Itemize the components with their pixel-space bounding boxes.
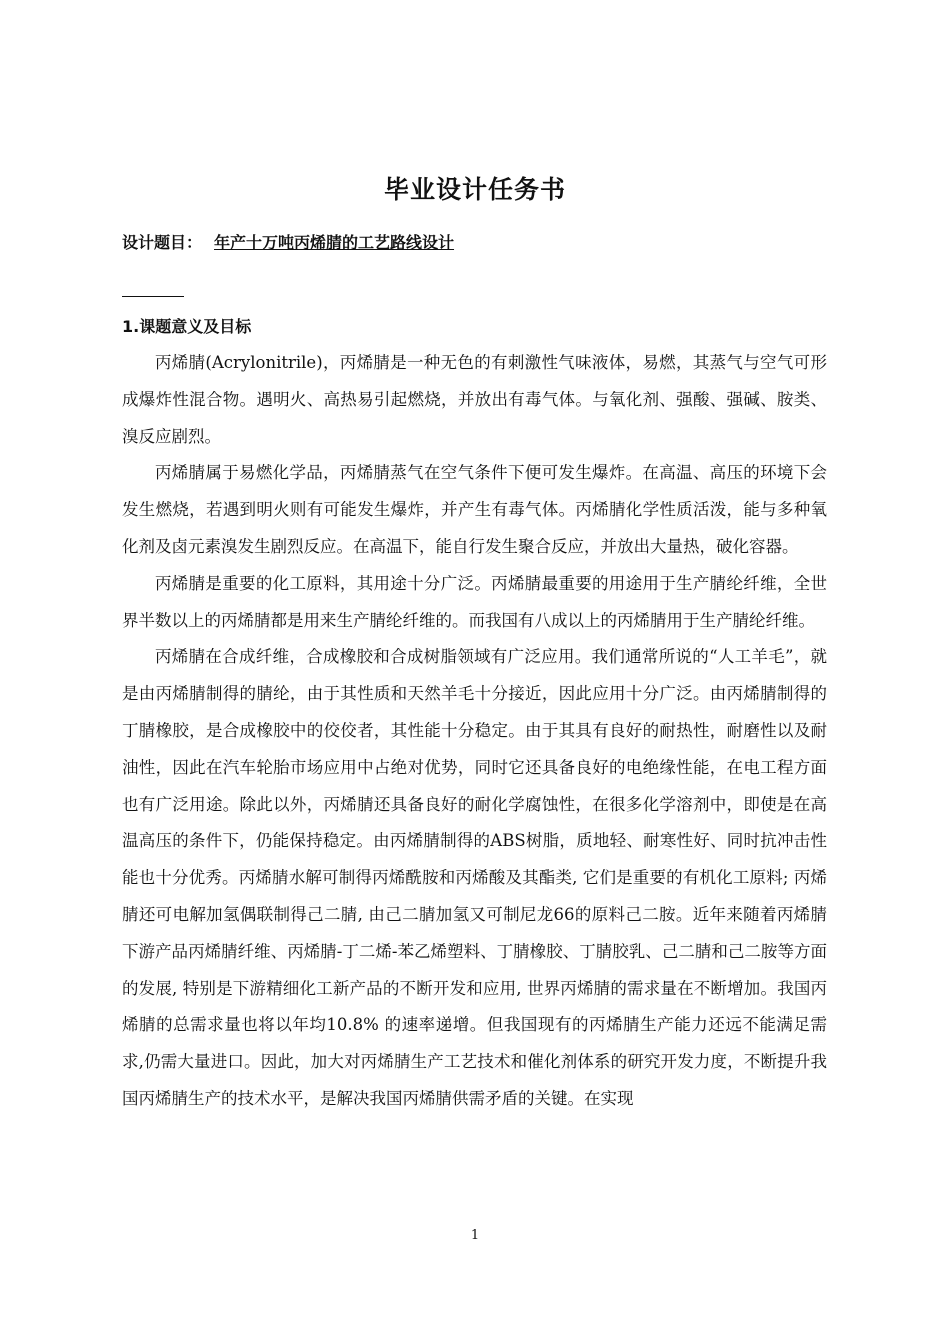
design-topic-value: 年产十万吨丙烯腈的工艺路线设计 [214, 233, 455, 252]
page-number: 1 [470, 1228, 480, 1243]
divider-line [122, 296, 184, 297]
document-title: 毕业设计任务书 [383, 175, 566, 204]
paragraph: 丙烯腈在合成纤维，合成橡胶和合成树脂领域有广泛应用。我们通常所说的“人工羊毛”，就是由丙烯腈制得的腈纶，由于其性质和天然羊毛十分接近，因此应用十分广泛。由丙烯腈制得的丁腈橡胶，是合成橡胶中的佼佼者，其性能十分稳定。由于其具有良好的耐热性，耐磨性以及耐油性，因此在汽车轮胎市场应用中占绝对优势，同时它还具备良好的电绝缘性能，在电工程方面也有广泛用途。除此以外，丙烯腈还具备良好的耐化学腐蚀性，在很多化学溶剂中，即使是在高温高压的条件下，仍能保持稳定。由丙烯腈制得的ABS树脂，质地轻、耐寒性好、同时抗冲击性能也十分优秀。丙烯腈水解可制得丙烯酰胺和丙烯酸及其酯类, 它们是重要的有机化工原料; 丙烯腈还可电解加氢偶联制得己二腈, 由己二腈加氢又可制尼龙66的原料己二胺。近年来随着丙烯腈下游产品丙烯腈纤维、丙烯腈-丁二烯-苯乙烯塑料、丁腈橡胶、丁腈胶乳、己二腈和己二胺等方面的发展, 特别是下游精细化工新产品的不断开发和应用, 世界丙烯腈的需求量在不断增加。我国丙烯腈的总需求量也将以年均10.8% 的速率递增。但我国现有的丙烯腈生产能力还远不能满足需求,仍需大量进口。因此，加大对丙烯腈生产工艺技术和催化剂体系的研究开发力度，不断提升我国丙烯腈生产的技术水平，是解决我国丙烯腈供需矛盾的关键。在实现 [122, 647, 827, 1108]
design-topic-row [122, 230, 454, 253]
section-heading: 1.课题意义及目标 [122, 317, 252, 336]
paragraph: 丙烯腈是重要的化工原料，其用途十分广泛。丙烯腈最重要的用途用于生产腈纶纤维，全世界半数以上的丙烯腈都是用来生产腈纶纤维的。而我国有八成以上的丙烯腈用于生产腈纶纤维。 [122, 573, 827, 630]
body-text [122, 345, 827, 1118]
design-topic-label: 设计题目： [122, 233, 203, 252]
paragraph: 丙烯腈属于易燃化学品，丙烯腈蒸气在空气条件下便可发生爆炸。在高温、高压的环境下会发生燃烧，若遇到明火则有可能发生爆炸，并产生有毒气体。丙烯腈化学性质活泼，能与多种氧化剂及卤元素溴发生剧烈反应。在高温下，能自行发生聚合反应，并放出大量热，破化容器。 [122, 463, 827, 556]
paragraph: 丙烯腈(Acrylonitrile)，丙烯腈是一种无色的有刺激性气味液体，易燃，其蒸气与空气可形成爆炸性混合物。遇明火、高热易引起燃烧，并放出有毒气体。与氧化剂、强酸、强碱、胺类、溴反应剧烈。 [122, 353, 827, 446]
